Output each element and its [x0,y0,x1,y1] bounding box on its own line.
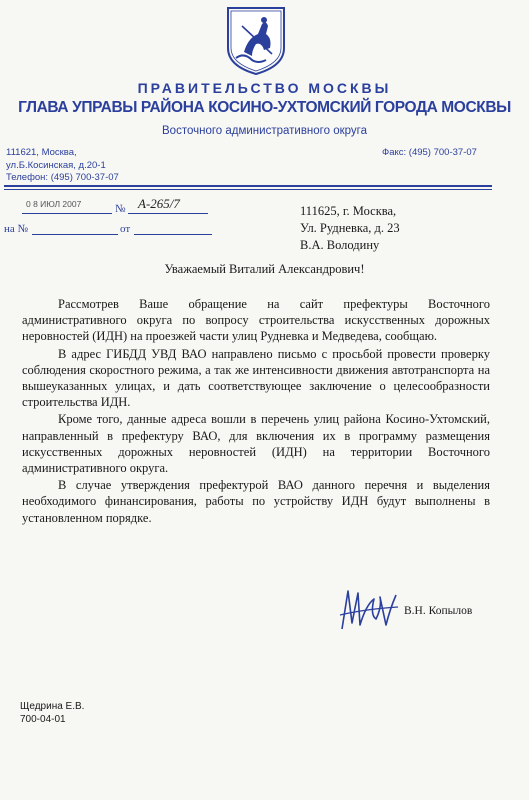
signatory-name: В.Н. Копылов [404,605,473,617]
letter-body [22,296,490,527]
sender-address-line1: 111621, Москва, [6,147,77,158]
greeting: Уважаемый Виталий Александрович! [164,262,365,276]
paragraph: Кроме того, данные адреса вошли в перечень улиц района Косино-Ухтомский, направленный в префектуру ВАО, для включения их в программу размещения искусственных дорожных неровностей (ИДН) на территории Восточного административного округа. [22,412,490,476]
executor-block [20,700,84,726]
handwritten-signature [336,585,402,635]
recipient-line1: 111625, г. Москва, [300,204,397,218]
outgoing-number: А-265/7 [138,196,180,211]
number-sign: № [115,203,126,215]
recipient-line2: Ул. Рудневка, д. 23 [300,221,400,235]
paragraph: Рассмотрев Ваше обращение на сайт префектуры Восточного административного округа по вопросу строительства искусственных дорожных неровностей (ИДН) на проезжей части улиц Рудневка и Медведева, сообщаю. [22,297,490,344]
paragraph: В адрес ГИБДД УВД ВАО направлено письмо с просьбой провести проверку соблюдения скоростного режима, а так же интенсивности движения автотранспорта на вышеуказанных улицах, и дать соответствующее заключение о целесообразности строительства ИДН. [22,346,490,410]
letterhead-divider [4,185,492,187]
sender-fax: Факс: (495) 700-37-07 [382,147,477,158]
paragraph: В случае утверждения префектурой ВАО данного перечня и выделения необходимого финансирования, работы по устройству ИДН будут выполнены в установленном порядке. [22,478,490,525]
sender-phone: Телефон: (495) 700-37-07 [6,172,119,183]
government-title: ПРАВИТЕЛЬСТВО МОСКВЫ [137,80,392,96]
recipient-address [300,203,400,254]
moscow-coat-of-arms-emblem [222,4,290,76]
executor-name: Щедрина Е.В. [20,701,85,712]
sender-address-line2: ул.Б.Косинская, д.20-1 [6,160,106,171]
executor-phone: 700-04-01 [20,714,66,725]
letterhead-title: ГЛАВА УПРАВЫ РАЙОНА КОСИНО-УХТОМСКИЙ ГОРОДА МОСКВЫ [18,99,511,116]
incoming-number-line [32,222,118,235]
incoming-number-label: на № [4,223,29,235]
recipient-name: В.А. Володину [300,238,380,252]
incoming-from-label: от [120,223,131,235]
incoming-from-line [134,222,212,235]
date-stamp: 0 8 ИЮЛ 2007 [26,199,82,209]
district-name: Восточного административного округа [162,125,367,137]
letterhead-divider-thin [4,189,492,190]
